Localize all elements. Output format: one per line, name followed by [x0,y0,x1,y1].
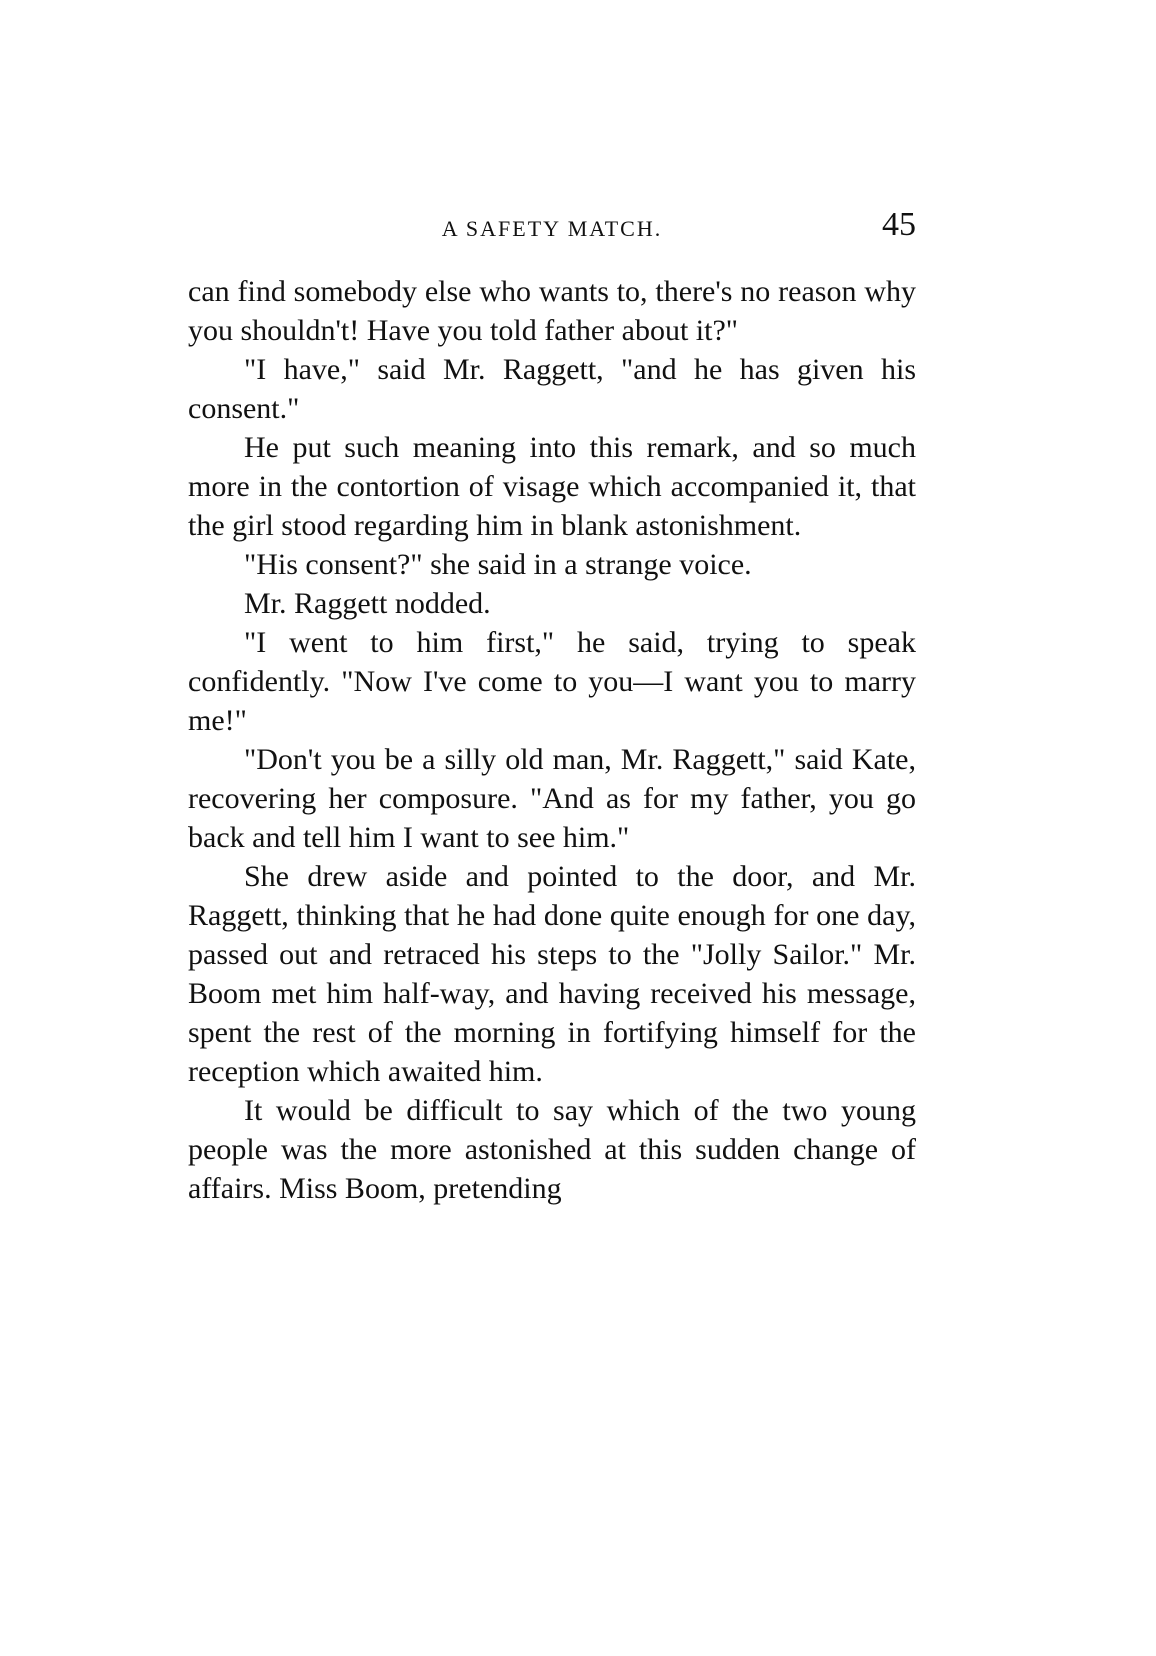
paragraph: "I went to him first," he said, trying to speak confidently. "Now I've come to you—I want you to marry me!" [188,626,916,737]
paragraph: Mr. Raggett nodded. [244,587,491,620]
page-number: 45 [882,206,916,243]
paragraph: "His consent?" she said in a strange voice. [244,548,752,581]
running-title: A SAFETY MATCH. [441,216,663,241]
paragraph: He put such meaning into this remark, and so much more in the contortion of visage which accompanied it, that the girl stood regarding him in blank astonishment. [188,431,916,542]
paragraph: She drew aside and pointed to the door, and Mr. Raggett, thinking that he had done quite enough for one day, passed out and retraced his steps to the "Jolly Sailor." Mr. Boom met him half-way, and having received his message, spent the rest of the morning in fortifying himself for the reception which awaited him. [188,860,916,1088]
body-text [188,272,916,1208]
paragraph: It would be difficult to say which of the two young people was the more astonished at this sudden change of affairs. Miss Boom, pretending [188,1094,916,1205]
paragraph: "Don't you be a silly old man, Mr. Raggett," said Kate, recovering her composure. "And as for my father, you go back and tell him I want to see him." [188,743,916,854]
paragraph: "I have," said Mr. Raggett, "and he has given his consent." [188,353,916,425]
running-head [188,200,916,260]
paragraph-continued: can find somebody else who wants to, there's no reason why you shouldn't! Have you told father about it?" [188,275,916,347]
